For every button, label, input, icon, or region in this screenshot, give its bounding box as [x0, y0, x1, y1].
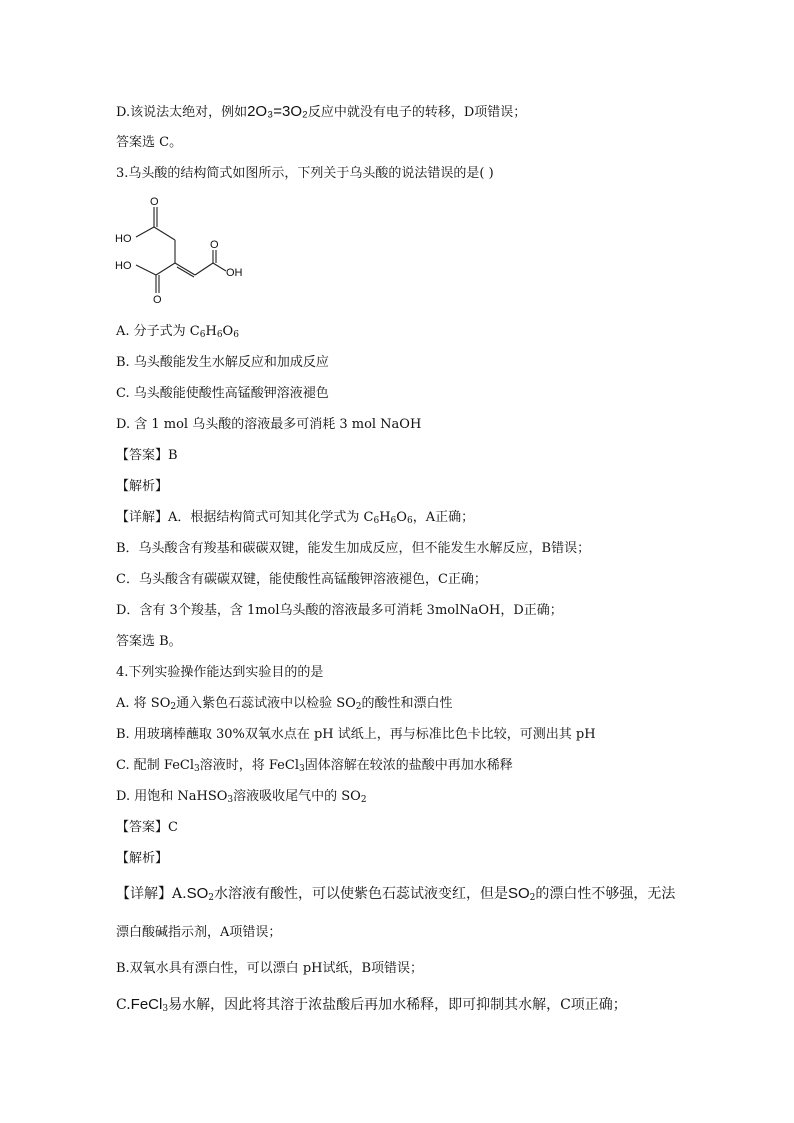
question-3-stem: 3.乌头酸的结构简式如图所示，下列关于乌头酸的说法错误的是( ) [116, 166, 494, 181]
oxygen-label: O [150, 196, 159, 208]
question-4-stem: 4.下列实验操作能达到实验目的的是 [116, 665, 324, 680]
subscript: 6 [390, 516, 397, 526]
subscript: 6 [406, 516, 413, 526]
question-3-option-c: C. 乌头酸能使酸性高锰酸钾溶液褪色 [116, 386, 329, 401]
question-4-detail-b: B.双氧水具有漂白性，可以漂白 pH试纸，B项错误； [116, 961, 424, 976]
subscript: 2 [360, 795, 367, 805]
hydroxyl-label: HO [115, 260, 132, 272]
question-3-option-b: B. 乌头酸能发生水解反应和加成反应 [116, 355, 329, 370]
question-3-option-a [116, 323, 239, 341]
oxygen-label: O [210, 239, 219, 251]
text: 易水解，因此将其溶于浓盐酸后再加水稀释，即可抑制其水解，C项正确； [168, 997, 627, 1013]
question-3-detail-a [116, 509, 474, 527]
text: ，A正确； [412, 510, 475, 525]
question-4-detail-a [116, 885, 675, 903]
subscript: 3 [227, 795, 234, 805]
text: 【详解】A. [116, 886, 187, 902]
text: A. 分子式为 C [116, 324, 200, 339]
subscript: 6 [233, 330, 239, 340]
subscript: 3 [194, 764, 200, 774]
question-3-selection: 答案选 B。 [116, 634, 182, 649]
text: 【详解】A．根据结构简式可知其化学式为 C [116, 510, 374, 525]
question-3-detail-c: C．乌头酸含有碳碳双键，能使酸性高锰酸钾溶液褪色，C正确； [116, 572, 487, 587]
subscript: 3 [298, 764, 305, 774]
subscript: 3 [162, 1004, 169, 1014]
subscript: 2 [170, 702, 177, 712]
question-3-analysis-heading: 【解析】 [116, 479, 169, 494]
answer-line: 答案选 C。 [116, 135, 183, 150]
text: 的酸性和漂白性 [361, 696, 453, 711]
text: 反应中就没有电子的转移，D项错误； [307, 105, 527, 120]
question-4-detail-c [116, 996, 627, 1014]
question-4-answer: 【答案】C [116, 820, 178, 835]
text: H [379, 510, 391, 525]
text: H [205, 324, 217, 339]
subscript: 2 [355, 702, 362, 712]
question-4-option-c [116, 757, 513, 775]
option-d-explanation [116, 103, 526, 122]
question-4-detail-a-continued: 漂白酸碱指示剂，A项错误； [116, 925, 282, 940]
formula: SO [507, 885, 530, 902]
subscript: 2 [529, 893, 536, 903]
question-4-option-b: B. 用玻璃棒蘸取 30%双氧水点在 pH 试纸上，再与标准比色卡比较，可测出其 pH [116, 727, 596, 742]
hydroxyl-label: OH [226, 267, 243, 279]
text: O [396, 510, 407, 525]
question-3-option-d: D. 含 1 mol 乌头酸的溶液最多可消耗 3 mol NaOH [116, 417, 422, 432]
text: C. [116, 997, 131, 1013]
subscript: 6 [199, 330, 206, 340]
formula: FeCl [130, 996, 163, 1013]
question-3-answer: 【答案】B [116, 448, 178, 463]
text: D. 用饱和 NaHSO [116, 789, 228, 804]
question-3-detail-d: D．含有 3个羧基，含 1mol乌头酸的溶液最多可消耗 3molNaOH，D正确； [116, 603, 563, 618]
hydroxyl-label: HO [115, 233, 132, 245]
text: 固体溶解在较浓的盐酸中再加水稀释 [304, 758, 513, 773]
aconitic-acid-structure [110, 195, 250, 310]
formula: SO [186, 885, 209, 902]
text: 溶液时，将 FeCl [199, 758, 299, 773]
oxygen-label: O [153, 294, 162, 306]
text: 水溶液有酸性，可以使紫色石蕊试液变红，但是 [213, 886, 508, 902]
text: 的漂白性不够强，无法 [535, 886, 676, 902]
question-4-option-d [116, 788, 367, 806]
subscript: 6 [216, 330, 223, 340]
text: D.该说法太绝对，例如 [116, 105, 248, 120]
subscript: 2 [208, 893, 214, 903]
question-4-option-a [116, 695, 453, 713]
subscript: 6 [373, 516, 380, 526]
equation: 2O₃=3O₂ [247, 103, 308, 120]
text: O [222, 324, 234, 339]
text: 通入紫色石蕊试液中以检验 SO [176, 696, 356, 711]
text: 溶液吸收尾气中的 SO [233, 789, 361, 804]
text: A. 将 SO [116, 696, 171, 711]
question-4-analysis-heading: 【解析】 [116, 851, 169, 866]
question-3-detail-b: B．乌头酸含有羧基和碳碳双键，能发生加成反应，但不能发生水解反应，B错误； [116, 541, 591, 556]
text: C. 配制 FeCl [116, 758, 194, 773]
